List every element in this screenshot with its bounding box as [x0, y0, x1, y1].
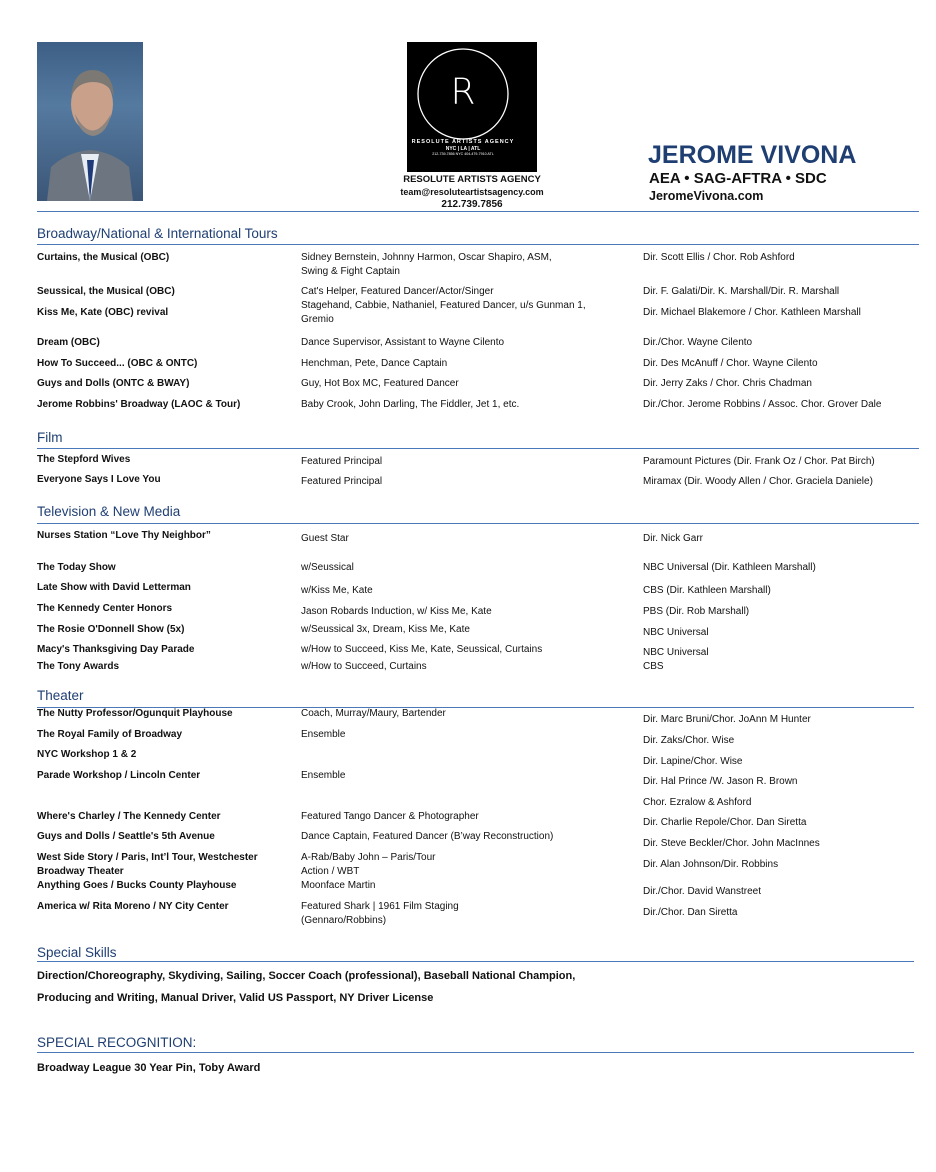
credit-role: w/Seussical 3x, Dream, Kiss Me, Kate — [301, 624, 470, 635]
credit-role: Guest Star — [301, 533, 349, 544]
credit-show: The Royal Family of Broadway — [37, 729, 183, 740]
agency-phone: 212.739.7856 — [441, 199, 503, 210]
credit-show: How To Succeed... (OBC & ONTC) — [37, 358, 198, 369]
credit-director: Dir. Lapine/Chor. Wise — [643, 756, 743, 767]
credit-role: Featured Tango Dancer & Photographer — [301, 811, 479, 822]
credit-show: America w/ Rita Moreno / NY City Center — [37, 901, 229, 912]
credit-director: Dir. F. Galati/Dir. K. Marshall/Dir. R. Marshall — [643, 286, 840, 297]
credit-role: Moonface Martin — [301, 880, 376, 891]
credit-director: Miramax (Dir. Woody Allen / Chor. Graciela Daniele) — [643, 476, 873, 487]
section-title: Broadway/National & International Tours — [37, 226, 278, 241]
section-title: Television & New Media — [37, 504, 181, 519]
credit-show: Guys and Dolls / Seattle's 5th Avenue — [37, 831, 215, 842]
credit-director: Dir. Jerry Zaks / Chor. Chris Chadman — [643, 378, 812, 389]
agency-name: RESOLUTE ARTISTS AGENCY — [403, 174, 541, 185]
credit-show: Parade Workshop / Lincoln Center — [37, 770, 201, 781]
credit-director: Dir./Chor. Wayne Cilento — [643, 337, 753, 348]
credit-show: Anything Goes / Bucks County Playhouse — [37, 880, 237, 891]
logo-letter: R — [450, 72, 476, 113]
special-skills-line: Direction/Choreography, Skydiving, Sailing, Soccer Coach (professional), Baseball National Champion, — [37, 970, 576, 982]
credit-director: CBS (Dir. Kathleen Marshall) — [643, 585, 771, 596]
credit-role: Cat's Helper, Featured Dancer/Actor/Singer — [301, 286, 494, 297]
credit-show: Guys and Dolls (ONTC & BWAY) — [37, 378, 190, 389]
credit-director: Dir. Michael Blakemore / Chor. Kathleen Marshall — [643, 307, 861, 318]
credit-show: The Stepford Wives — [37, 454, 131, 465]
credit-director: Dir. Charlie Repole/Chor. Dan Siretta — [643, 817, 807, 828]
credit-director: CBS — [643, 661, 664, 672]
actor-name: JEROME VIVONA — [648, 141, 857, 169]
credit-show: The Rosie O'Donnell Show (5x) — [37, 624, 185, 635]
credit-show: Nurses Station “Love Thy Neighbor” — [37, 530, 211, 541]
credit-director: Dir./Chor. Jerome Robbins / Assoc. Chor. Grover Dale — [643, 399, 882, 410]
credit-director: Dir. Hal Prince /W. Jason R. Brown — [643, 776, 798, 787]
credit-director: Dir. Alan Johnson/Dir. Robbins — [643, 859, 779, 870]
credit-show-continued: Broadway Theater — [37, 866, 124, 877]
credit-show: Curtains, the Musical (OBC) — [37, 252, 170, 263]
credit-role: Jason Robards Induction, w/ Kiss Me, Kate — [301, 606, 492, 617]
credit-role: Ensemble — [301, 770, 346, 781]
credit-show: NYC Workshop 1 & 2 — [37, 749, 137, 760]
credit-show: The Tony Awards — [37, 661, 120, 672]
credit-director: Dir./Chor. David Wanstreet — [643, 886, 762, 897]
credit-role: w/Kiss Me, Kate — [301, 585, 373, 596]
special-skills-line: Producing and Writing, Manual Driver, Valid US Passport, NY Driver License — [37, 992, 434, 1004]
credit-director: NBC Universal — [643, 627, 709, 638]
credit-show: The Kennedy Center Honors — [37, 603, 173, 614]
credit-show: West Side Story / Paris, Int’l Tour, Westchester — [37, 852, 258, 863]
section-divider — [37, 523, 919, 524]
credit-show: Seussical, the Musical (OBC) — [37, 286, 175, 297]
headshot-photo — [37, 42, 143, 201]
special-recognition-text: Broadway League 30 Year Pin, Toby Award — [37, 1062, 261, 1074]
section-title: Theater — [37, 688, 84, 703]
credit-role: Sidney Bernstein, Johnny Harmon, Oscar Shapiro, ASM, — [301, 252, 552, 263]
logo-phones: 212-739-7856 NYC 404-479-7910 ATL — [432, 152, 494, 156]
special-recognition-title: SPECIAL RECOGNITION: — [37, 1035, 197, 1050]
credit-director: Dir./Chor. Dan Siretta — [643, 907, 738, 918]
credit-role: w/Seussical — [301, 562, 354, 573]
credit-role: Dance Supervisor, Assistant to Wayne Cilento — [301, 337, 505, 348]
credit-role: Coach, Murray/Maury, Bartender — [301, 708, 446, 719]
section-divider — [37, 961, 914, 962]
logo-name: RESOLUTE ARTISTS AGENCY — [411, 139, 515, 145]
credit-director: Dir. Nick Garr — [643, 533, 703, 544]
credit-role: Baby Crook, John Darling, The Fiddler, Jet 1, etc. — [301, 399, 520, 410]
credit-role: A-Rab/Baby John – Paris/Tour — [301, 852, 436, 863]
credit-show: Jerome Robbins' Broadway (LAOC & Tour) — [37, 399, 241, 410]
agency-logo — [407, 42, 537, 172]
credit-show: The Nutty Professor/Ogunquit Playhouse — [37, 708, 233, 719]
section-title: Film — [37, 430, 63, 445]
credit-director: Paramount Pictures (Dir. Frank Oz / Chor. Pat Birch) — [643, 456, 875, 467]
credit-role: Featured Shark | 1961 Film Staging — [301, 901, 459, 912]
credit-role: Featured Principal — [301, 456, 383, 467]
credit-show: The Today Show — [37, 562, 116, 573]
credit-director: NBC Universal (Dir. Kathleen Marshall) — [643, 562, 816, 573]
credit-role: w/How to Succeed, Kiss Me, Kate, Seussical, Curtains — [301, 644, 543, 655]
credit-show: Dream (OBC) — [37, 337, 100, 348]
credit-director: Dir. Des McAnuff / Chor. Wayne Cilento — [643, 358, 818, 369]
credit-director: Dir. Zaks/Chor. Wise — [643, 735, 735, 746]
credit-show: Where's Charley / The Kennedy Center — [37, 811, 221, 822]
credit-director: NBC Universal — [643, 647, 709, 658]
credit-show: Macy's Thanksgiving Day Parade — [37, 644, 195, 655]
credit-role: Gremio — [301, 314, 334, 325]
credit-show: Late Show with David Letterman — [37, 582, 191, 593]
special-skills-title: Special Skills — [37, 945, 117, 960]
section-divider — [37, 1052, 914, 1053]
credit-show: Kiss Me, Kate (OBC) revival — [37, 307, 169, 318]
credit-director: Dir. Marc Bruni/Chor. JoAnn M Hunter — [643, 714, 811, 725]
union-affiliations: AEA • SAG-AFTRA • SDC — [649, 170, 827, 187]
section-divider — [37, 448, 919, 449]
credit-role: Henchman, Pete, Dance Captain — [301, 358, 448, 369]
credit-role: Guy, Hot Box MC, Featured Dancer — [301, 378, 459, 389]
logo-cities: NYC | LA | ATL — [445, 146, 481, 152]
credit-role: Stagehand, Cabbie, Nathaniel, Featured Dancer, u/s Gunman 1, — [301, 300, 586, 311]
credit-role: Swing & Fight Captain — [301, 266, 400, 277]
credit-role: Action / WBT — [301, 866, 360, 877]
agency-email[interactable]: team@resoluteartistsagency.com — [400, 187, 544, 197]
credit-director: PBS (Dir. Rob Marshall) — [643, 606, 750, 617]
credit-director: Dir. Scott Ellis / Chor. Rob Ashford — [643, 252, 795, 263]
header-divider — [37, 211, 919, 212]
section-divider — [37, 244, 919, 245]
credit-role: (Gennaro/Robbins) — [301, 915, 387, 926]
credit-role: Featured Principal — [301, 476, 383, 487]
actor-website[interactable]: JeromeVivona.com — [649, 189, 764, 203]
credit-role: Ensemble — [301, 729, 346, 740]
credit-show: Everyone Says I Love You — [37, 474, 161, 485]
credit-director: Dir. Steve Beckler/Chor. John MacInnes — [643, 838, 820, 849]
credit-role: Dance Captain, Featured Dancer (B’way Reconstruction) — [301, 831, 554, 842]
credit-director: Chor. Ezralow & Ashford — [643, 797, 752, 808]
credit-role: w/How to Succeed, Curtains — [301, 661, 427, 672]
